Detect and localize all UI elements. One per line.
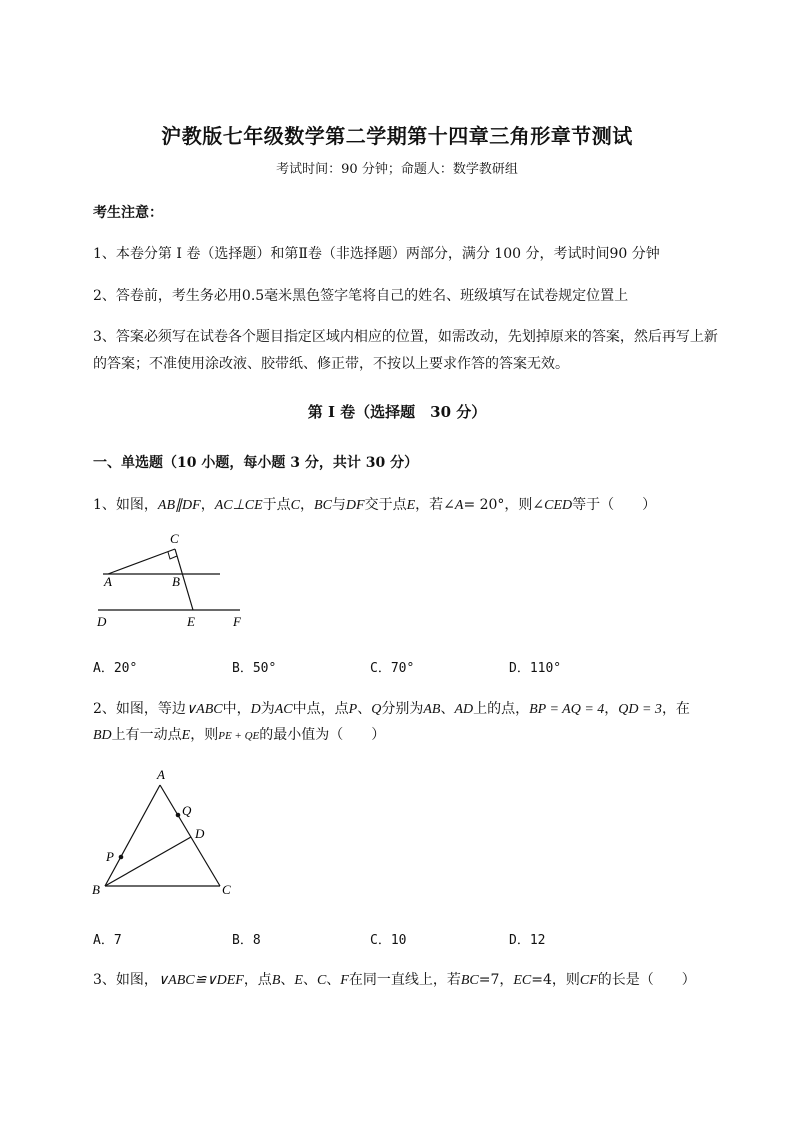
- q2-option-a[interactable]: A．7: [93, 933, 122, 948]
- q1-option-a[interactable]: A．20°: [93, 661, 138, 676]
- label-c: C: [222, 882, 231, 897]
- label-b: B: [92, 882, 100, 897]
- label-a: A: [104, 574, 112, 589]
- notice-heading: 考生注意：: [93, 205, 163, 221]
- label-b: B: [172, 574, 180, 589]
- label-c: C: [170, 531, 179, 546]
- question-3-text: 3、如图，∨ABC≌∨DEF，点B、E、C、F在同一直线上，若BC=7，EC=4，则CF的长是（ ）: [93, 972, 696, 988]
- label-p: P: [106, 849, 114, 864]
- label-a: A: [157, 767, 165, 782]
- notice-item-3-cont: 的答案；不准使用涂改液、胶带纸、修正带，不按以上要求作答的答案无效。: [93, 356, 569, 372]
- notice-item-2: 2、答卷前，考生务必用0.5毫米黑色签字笔将自己的姓名、班级填写在试卷规定位置上: [93, 288, 629, 304]
- label-d: D: [195, 826, 205, 841]
- q1-option-c[interactable]: C．70°: [370, 661, 415, 676]
- label-f: F: [233, 614, 241, 629]
- notice-item-3: 3、答案必须写在试卷各个题目指定区域内相应的位置，如需改动，先划掉原来的答案，然后再写上新: [93, 329, 718, 345]
- question-2-text-line1: 2、如图，等边∨ABC中，D为AC中点，点P、Q分别为AB、AD上的点，BP = AQ = 4，QD = 3，在: [93, 701, 690, 717]
- q2-option-c[interactable]: C．10: [370, 933, 407, 948]
- question-2-text-line2: BD上有一动点E，则PE + QE的最小值为（ ）: [93, 727, 386, 743]
- notice-item-1: 1、本卷分第 I 卷（选择题）和第Ⅱ卷（非选择题）两部分，满分 100 分，考试时间90 分钟: [93, 246, 660, 262]
- q2-option-b[interactable]: B．8: [232, 933, 261, 948]
- page-title: 沪教版七年级数学第二学期第十四章三角形章节测试: [161, 124, 633, 148]
- question-1-figure: [88, 528, 258, 633]
- part-title: 一、单选题（10 小题，每小题 3 分，共计 30 分）: [93, 455, 419, 471]
- section-title: 第 I 卷（选择题 30 分）: [307, 403, 487, 421]
- question-1-text: 1、如图，AB∥DF，AC⊥CE于点C，BC与DF交于点E，若∠A= 20°，则∠CED等于（ ）: [93, 497, 657, 513]
- q1-option-b[interactable]: B．50°: [232, 661, 277, 676]
- exam-subtitle: 考试时间：90 分钟；命题人：数学教研组: [276, 162, 518, 177]
- label-q: Q: [182, 803, 192, 818]
- question-2-figure: [88, 765, 243, 900]
- q2-option-d[interactable]: D．12: [509, 933, 546, 948]
- label-d: D: [97, 614, 107, 629]
- q1-option-d[interactable]: D．110°: [509, 661, 562, 676]
- label-e: E: [187, 614, 195, 629]
